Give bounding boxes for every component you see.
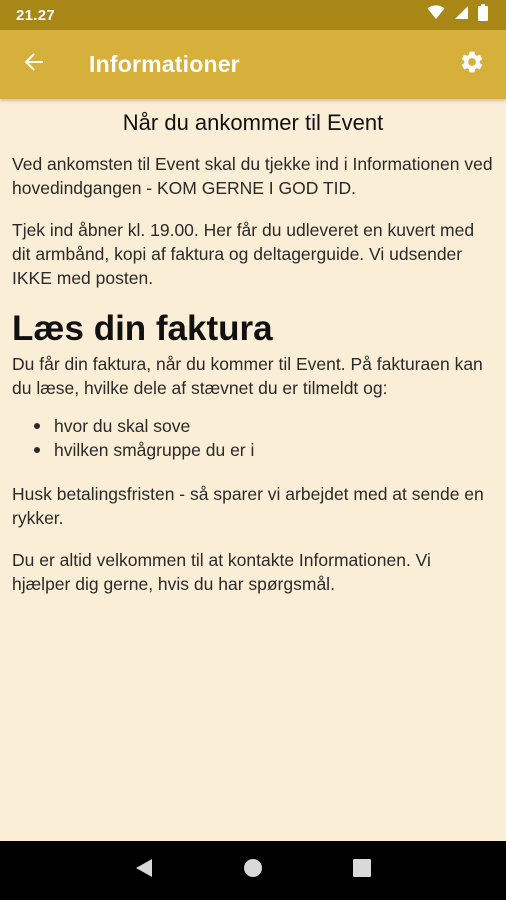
app-bar [0,30,506,99]
paragraph-arrival: Ved ankomsten til Event skal du tjekke ind i Informationen ved hovedindgangen - KOM GERNE I GOD TID. [12,154,493,198]
status-time: 21.27 [16,6,56,24]
nav-back-button[interactable] [124,851,164,891]
nav-recents-button[interactable] [342,851,382,891]
bullet-icon [34,423,40,429]
content-area [0,99,506,841]
recents-square-icon [353,859,371,882]
page-title: Informationer [89,51,240,77]
list-item-text: hvor du skal sove [54,416,191,436]
battery-icon [478,4,488,26]
arrow-left-icon [23,51,45,78]
status-icons [427,4,488,26]
paragraph-invoice: Du får din faktura, når du kommer til Event. På fakturaen kan du læse, hvilke dele af stævnet du er tilmeldt og: [12,354,483,398]
status-bar [0,0,506,30]
bullet-icon [34,447,40,453]
gear-icon [459,49,485,80]
back-triangle-icon [135,858,153,883]
back-button[interactable] [6,37,62,93]
signal-icon [454,5,469,25]
bullet-list [34,414,494,462]
navigation-bar [0,841,506,900]
list-item [34,414,494,438]
section-heading: Når du ankommer til Event [122,110,384,135]
settings-button[interactable] [444,36,500,92]
invoice-heading: Læs din faktura [12,309,273,348]
list-item [34,438,494,462]
paragraph-payment: Husk betalingsfristen - så sparer vi arbejdet med at sende en rykker. [12,484,484,528]
list-item-text: hvilken smågruppe du er i [54,440,255,460]
home-circle-icon [243,858,263,883]
nav-home-button[interactable] [233,851,273,891]
paragraph-checkin: Tjek ind åbner kl. 19.00. Her får du udleveret en kuvert med dit armbånd, kopi af faktura og deltagerguide. Vi udsender IKKE med posten. [12,220,475,288]
wifi-icon [427,5,445,25]
paragraph-contact: Du er altid velkommen til at kontakte Informationen. Vi hjælper dig gerne, hvis du har spørgsmål. [12,550,431,594]
